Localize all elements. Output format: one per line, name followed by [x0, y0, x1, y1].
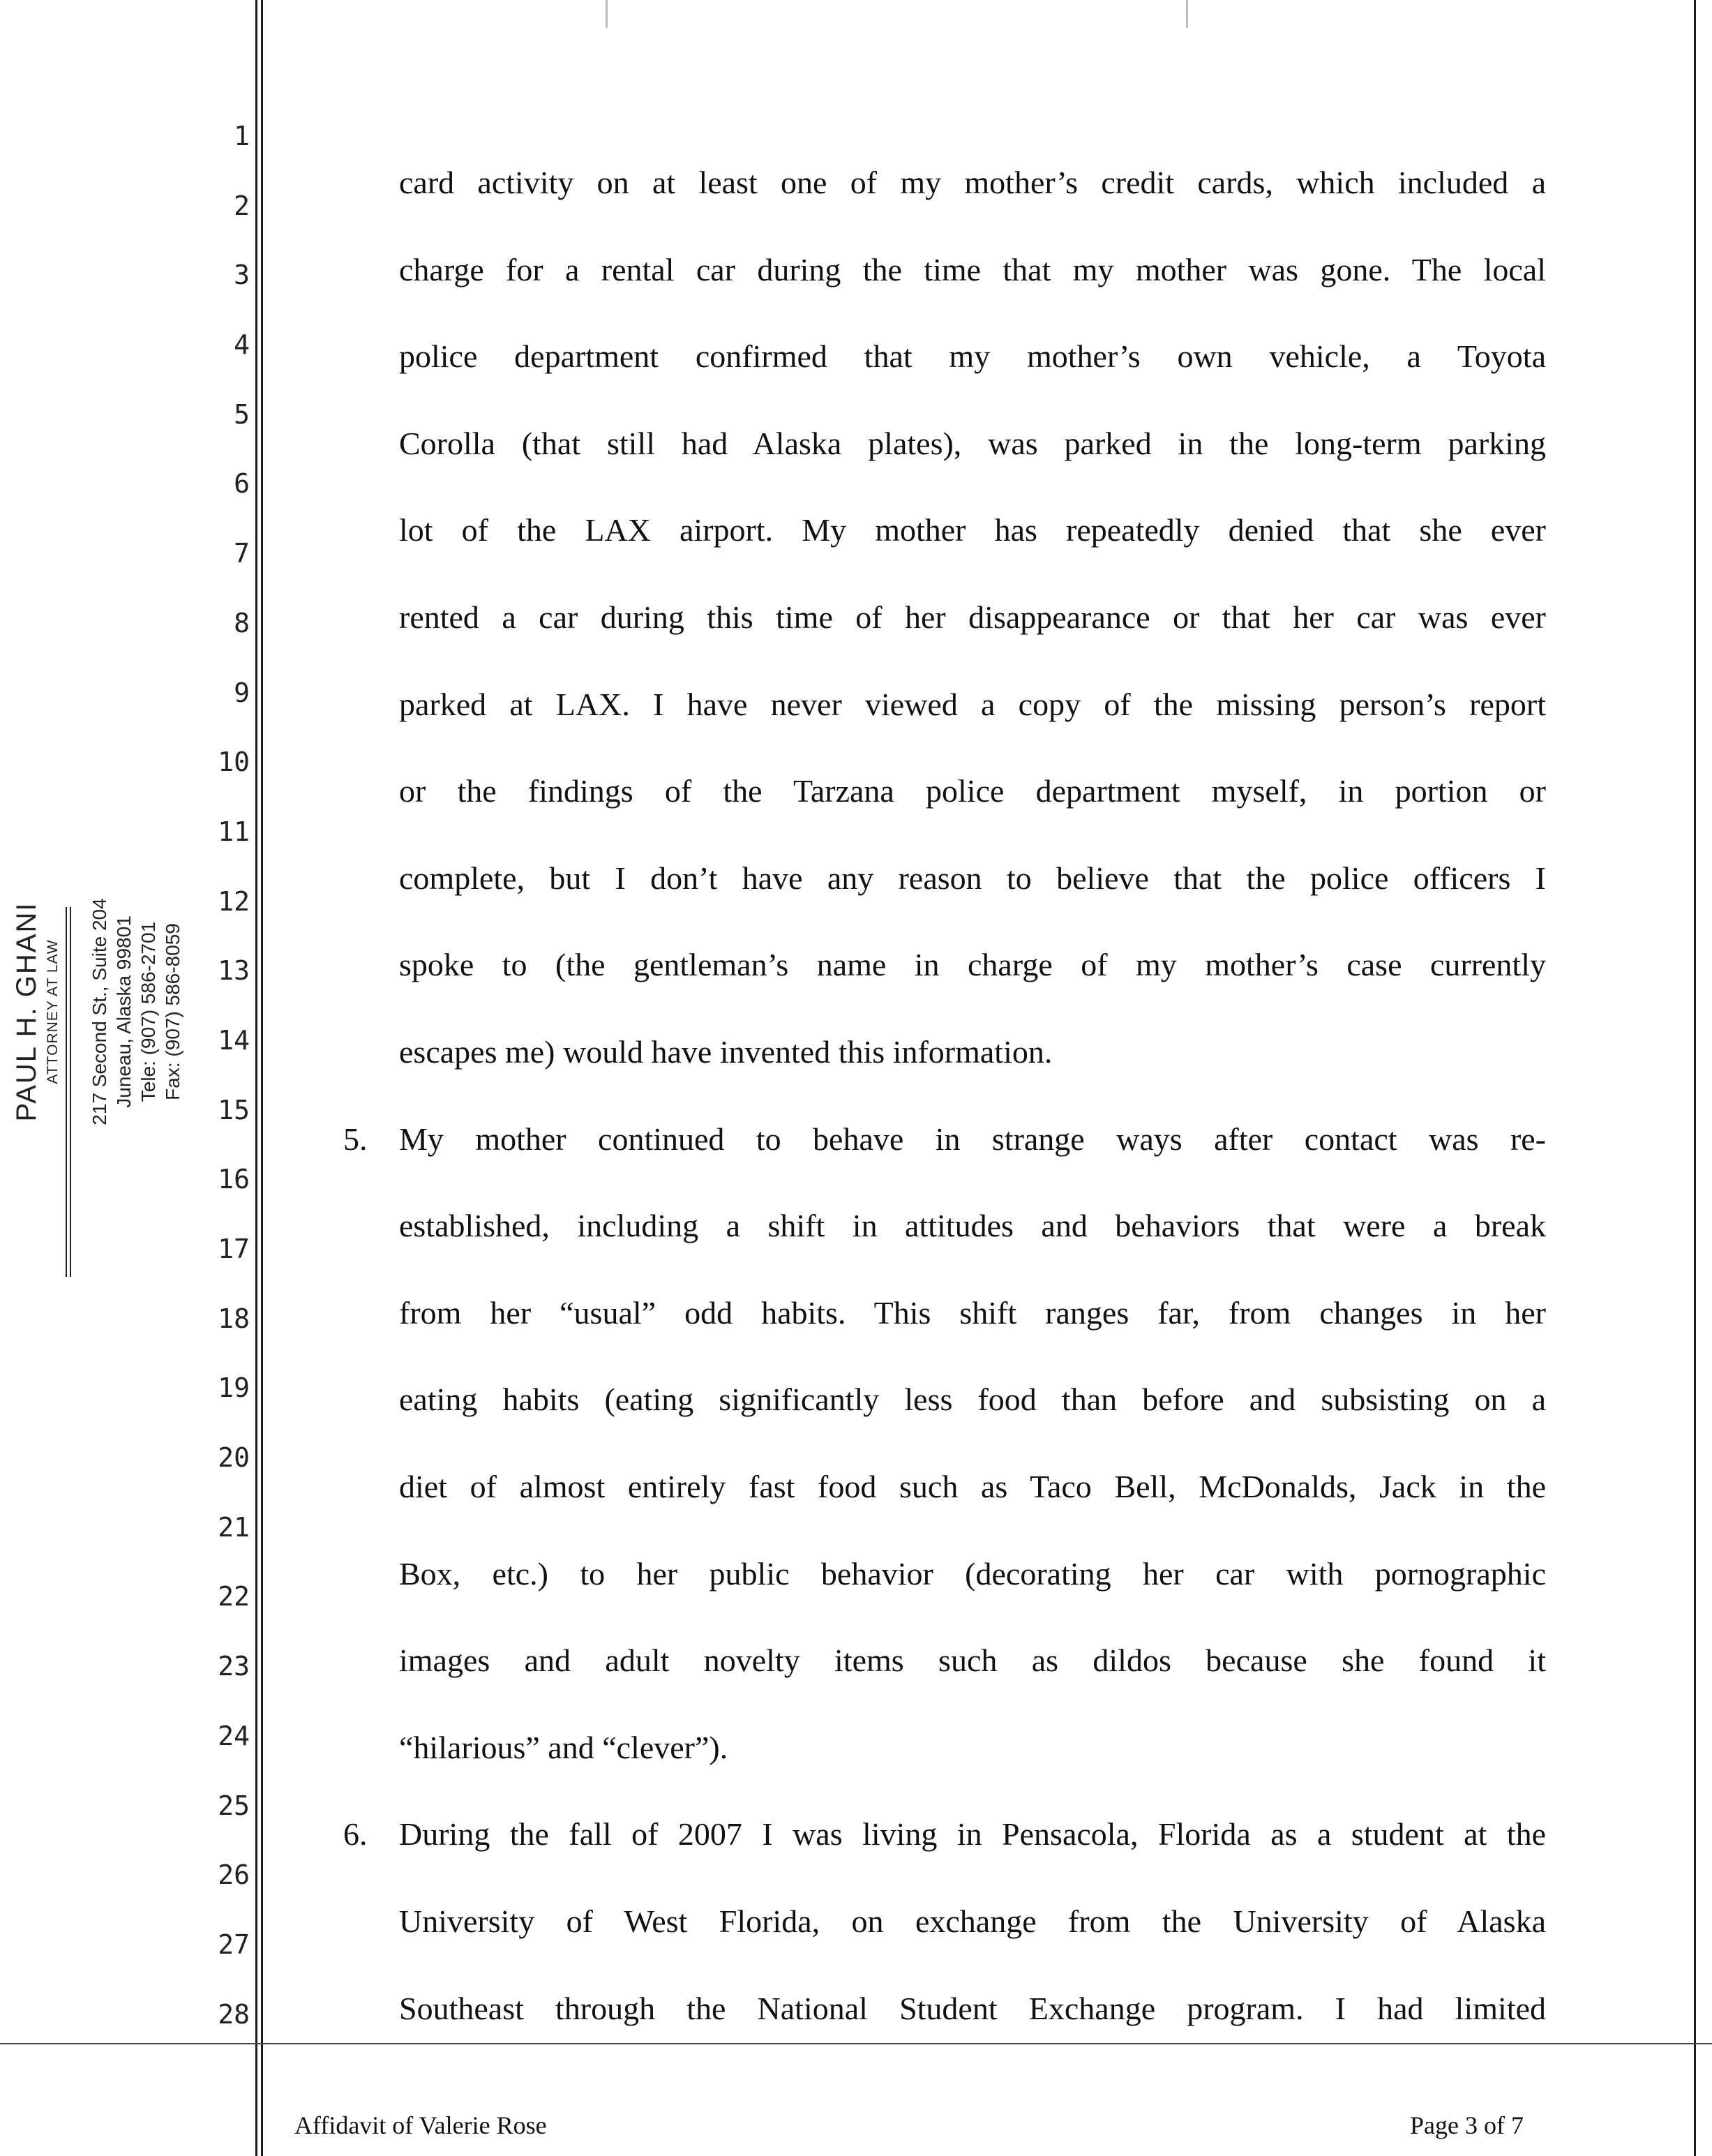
line-number: 9	[234, 677, 250, 708]
letterhead-rule	[66, 907, 67, 1277]
text-line: University of West Florida, on exchange from the University of Alaska	[399, 1903, 1546, 1939]
line-number: 16	[218, 1164, 250, 1195]
line-number: 27	[218, 1929, 250, 1960]
text-line: “hilarious” and “clever”).	[399, 1729, 728, 1765]
text-line: spoke to (the gentleman’s name in charge of my mother’s case currently	[399, 947, 1546, 983]
address-street: 217 Second St., Suite 204	[89, 898, 110, 1125]
line-number: 24	[218, 1720, 250, 1751]
fax-number: Fax: (907) 586-8059	[162, 923, 183, 1100]
line-number: 20	[218, 1442, 250, 1474]
text-line: established, including a shift in attitudes and behaviors that were a break	[399, 1208, 1546, 1244]
pleading-line-numbers	[188, 115, 250, 2063]
line-number: 10	[218, 747, 250, 778]
text-line: Box, etc.) to her public behavior (decorating her car with pornographic	[399, 1555, 1546, 1592]
text-line: or the findings of the Tarzana police department myself, in portion or	[399, 773, 1546, 809]
attorney-letterhead	[3, 844, 185, 1179]
line-number: 25	[218, 1790, 250, 1821]
line-number: 22	[218, 1581, 250, 1612]
text-line: Corolla (that still had Alaska plates), was parked in the long-term parking	[399, 425, 1546, 461]
line-number: 13	[218, 955, 250, 987]
line-number: 8	[234, 607, 250, 638]
line-number: 28	[218, 1998, 250, 2030]
page-number: Page 3 of 7	[1410, 2111, 1524, 2139]
line-number: 17	[218, 1234, 250, 1264]
attorney-name: PAUL H. GHANI	[11, 901, 42, 1122]
text-line: card activity on at least one of my mother’s credit cards, which included a	[399, 165, 1546, 200]
paragraph-number: 6.	[343, 1816, 368, 1852]
text-line: During the fall of 2007 I was living in Pensacola, Florida as a student at the	[399, 1816, 1546, 1852]
phone-number: Tele: (907) 586-2701	[137, 921, 159, 1102]
footer-divider	[0, 2043, 1712, 2044]
line-number: 4	[234, 329, 250, 361]
text-line: rented a car during this time of her disappearance or that her car was ever	[399, 599, 1546, 635]
line-number: 19	[218, 1372, 250, 1404]
scan-mark	[606, 0, 608, 28]
text-line: from her “usual” odd habits. This shift ranges far, from changes in her	[399, 1294, 1546, 1331]
paragraph-number: 5.	[343, 1121, 368, 1157]
text-line: escapes me) would have invented this information.	[399, 1034, 1053, 1070]
text-line: parked at LAX. I have never viewed a copy of the missing person’s report	[399, 686, 1546, 722]
line-number: 21	[218, 1511, 250, 1543]
address-city: Juneau, Alaska 99801	[113, 915, 135, 1108]
text-line: police department confirmed that my mother’s own vehicle, a Toyota	[399, 338, 1546, 375]
text-line: charge for a rental car during the time that my mother was gone. The local	[399, 251, 1546, 287]
line-number: 14	[218, 1024, 250, 1056]
text-line: lot of the LAX airport. My mother has repeatedly denied that she ever	[399, 512, 1546, 548]
line-number: 3	[234, 260, 250, 291]
document-title: Affidavit of Valerie Rose	[294, 2111, 547, 2139]
left-margin-rule-outer	[255, 0, 257, 2156]
scan-mark	[1186, 0, 1188, 28]
line-number: 15	[218, 1094, 250, 1125]
letterhead-rule	[70, 907, 71, 1277]
text-line: diet of almost entirely fast food such as Taco Bell, McDonalds, Jack in the	[399, 1469, 1546, 1504]
text-line: eating habits (eating significantly less food than before and subsisting on a	[399, 1382, 1546, 1418]
line-number: 26	[218, 1859, 250, 1891]
line-number: 6	[234, 468, 250, 500]
line-number: 2	[234, 190, 250, 221]
right-margin-rule	[1694, 0, 1696, 2156]
text-line: images and adult novelty items such as dildos because she found it	[399, 1642, 1546, 1679]
line-number: 5	[234, 398, 250, 430]
attorney-address	[87, 844, 185, 1179]
line-number: 1	[234, 121, 250, 151]
attorney-title: ATTORNEY AT LAW	[45, 939, 61, 1084]
text-line: complete, but I don’t have any reason to believe that the police officers I	[399, 860, 1546, 896]
line-number: 12	[218, 885, 250, 917]
line-number: 18	[218, 1303, 250, 1334]
line-number: 23	[218, 1651, 250, 1682]
line-number: 7	[234, 538, 250, 569]
text-line: Southeast through the National Student Exchange program. I had limited	[399, 1990, 1546, 2026]
line-number: 11	[218, 816, 250, 847]
text-line: My mother continued to behave in strange ways after contact was re-	[399, 1121, 1546, 1157]
left-margin-rule-inner	[261, 0, 263, 2156]
